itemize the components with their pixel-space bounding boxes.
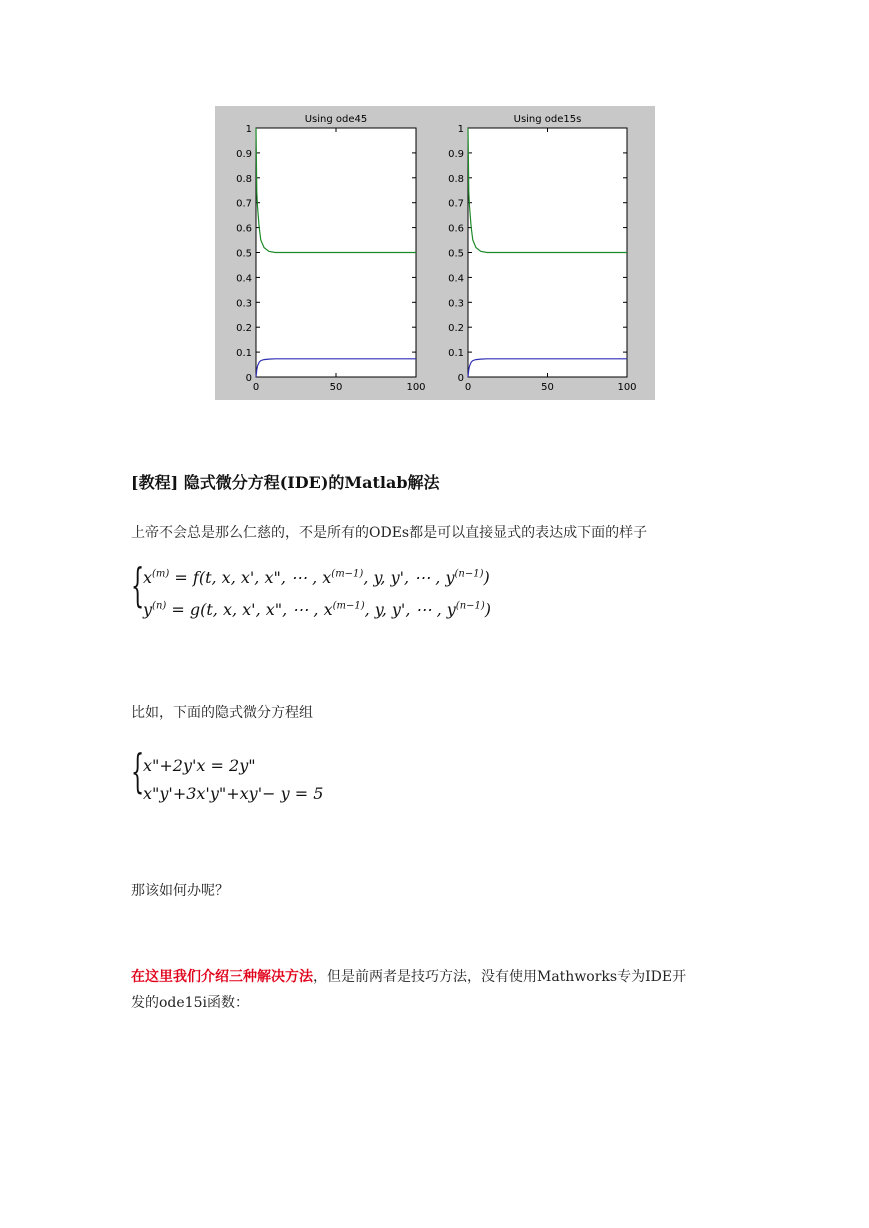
- y-tick-label: 0.5: [448, 248, 464, 260]
- eq-term: y: [143, 600, 153, 619]
- explicit-ode-equation: [131, 558, 492, 630]
- eq-superscript: (m−1): [332, 600, 365, 612]
- implicit-ode-equation: [131, 744, 351, 812]
- y-tick-label: 1: [245, 124, 252, 135]
- y-tick-label: 0.4: [448, 273, 464, 285]
- y-tick-label: 0.5: [236, 248, 252, 260]
- eq-superscript: (n−1): [454, 568, 484, 580]
- y-tick-label: 0.3: [236, 298, 252, 310]
- plot-title: Using ode15s: [513, 114, 582, 125]
- y-tick-label: 0.1: [236, 348, 252, 360]
- paragraph-methods-line-2: 发的ode15i函数：: [131, 995, 249, 1011]
- eq-term: x: [143, 568, 153, 587]
- equation-line-1: x"+2y'x = 2y": [143, 756, 256, 775]
- eq-superscript: (m−1): [331, 568, 364, 580]
- y-tick-label: 0: [457, 373, 464, 384]
- x-tick-label: 50: [329, 382, 343, 393]
- section-heading: [教程] 隐式微分方程(IDE)的Matlab解法: [131, 473, 440, 492]
- plot-title: Using ode45: [304, 114, 368, 125]
- eq-term: ): [484, 600, 492, 619]
- paragraph-intro: 上帝不会总是那么仁慈的，不是所有的ODEs都是可以直接显式的表达成下面的样子: [131, 525, 648, 541]
- brace-glyph: {: [131, 558, 145, 612]
- y-tick-label: 0.7: [236, 198, 252, 210]
- eq-term: , y, y', ⋯ , y: [363, 568, 455, 587]
- equation-line-2: x"y'+3x'y"+xy'− y = 5: [143, 784, 324, 803]
- y-tick-label: 0.6: [448, 223, 464, 235]
- paragraph-example: 比如，下面的隐式微分方程组: [131, 705, 313, 721]
- y-tick-label: 0.2: [448, 323, 464, 335]
- y-tick-label: 0.7: [448, 198, 464, 210]
- x-tick-label: 50: [541, 382, 554, 393]
- y-tick-label: 0.4: [236, 273, 252, 285]
- y-tick-label: 0: [245, 373, 252, 384]
- eq-term: , y, y', ⋯ , y: [364, 600, 456, 619]
- paragraph-methods-rest: ，但是前两者是技巧方法，没有使用Mathworks专为IDE开: [313, 969, 687, 985]
- brace-glyph: {: [131, 744, 145, 798]
- y-tick-label: 0.9: [236, 148, 252, 160]
- matlab-figure: [215, 106, 655, 400]
- paragraph-question: 那该如何办呢？: [131, 883, 229, 899]
- y-tick-label: 0.1: [448, 348, 464, 360]
- eq-superscript: (m): [152, 568, 170, 580]
- equation-line-1: [143, 568, 490, 587]
- eq-superscript: (n): [152, 600, 167, 612]
- y-tick-label: 0.9: [448, 148, 464, 160]
- x-tick-label: 0: [252, 382, 260, 393]
- figure-canvas: [215, 106, 655, 400]
- equation-line-2: [143, 600, 491, 619]
- x-tick-label: 100: [617, 382, 637, 393]
- y-tick-label: 0.2: [236, 323, 252, 335]
- y-tick-label: 0.8: [236, 173, 252, 185]
- highlight-text: 在这里我们介绍三种解决方法: [131, 969, 313, 985]
- eq-term: ): [483, 568, 490, 587]
- y-tick-label: 0.6: [236, 223, 252, 235]
- paragraph-methods: [131, 964, 686, 1016]
- y-tick-label: 1: [457, 124, 464, 135]
- x-tick-label: 0: [464, 382, 472, 393]
- x-tick-label: 100: [406, 382, 426, 393]
- eq-superscript: (n−1): [455, 600, 485, 612]
- y-tick-label: 0.8: [448, 173, 464, 185]
- eq-term: = g(t, x, x', x", ⋯ , x: [166, 600, 333, 619]
- y-tick-label: 0.3: [448, 298, 464, 310]
- eq-term: = f(t, x, x', x", ⋯ , x: [169, 568, 332, 587]
- paragraph-methods-line-1: [131, 964, 686, 990]
